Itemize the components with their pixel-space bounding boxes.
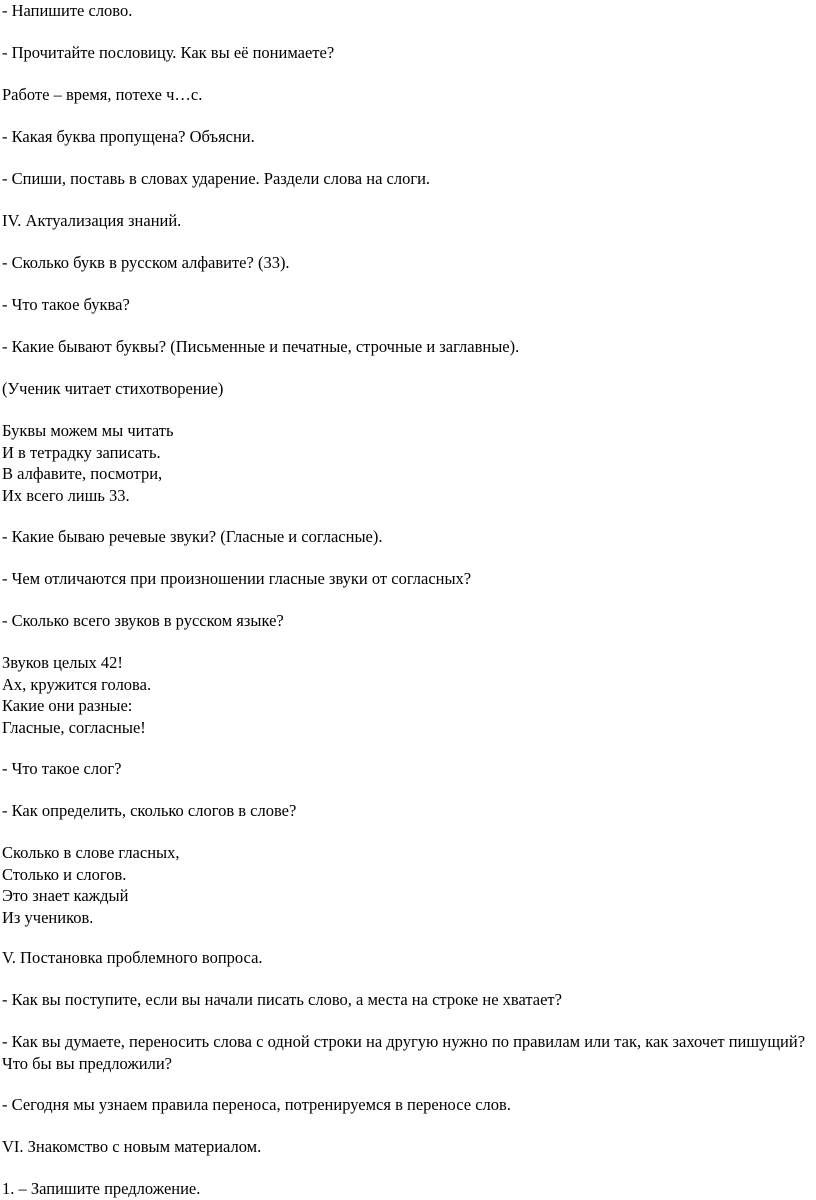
section-heading-v <box>2 947 808 969</box>
text-line: - Сегодня мы узнаем правила переноса, потренируемся в переносе слов. <box>2 1095 511 1114</box>
text-line: - Напишите слово. <box>2 1 133 20</box>
poem-line: Их всего лишь 33. <box>2 485 130 505</box>
text-line: 1. – Запишите предложение. <box>2 1179 201 1198</box>
poem-line: Сколько в слове гласных, <box>2 843 180 862</box>
text-line: - Что такое слог? <box>2 759 122 778</box>
poem-line: Какие они разные: <box>2 696 133 715</box>
poem-line: Буквы можем мы читать <box>2 421 174 440</box>
text-line: - Прочитайте пословицу. Как вы её понимаете? <box>2 43 335 62</box>
poem-line: Из учеников. <box>2 907 94 927</box>
section-heading-vi <box>2 1136 808 1158</box>
text-line: - Чем отличаются при произношении гласные звуки от согласных? <box>2 569 472 588</box>
paragraph-what-is-letter <box>2 294 808 316</box>
paragraph-read-proverb <box>2 42 808 64</box>
text-line: - Сколько всего звуков в русском языке? <box>2 611 284 630</box>
paragraph-today-learn <box>2 1094 808 1116</box>
text-line: - Какие бывают буквы? (Письменные и печатные, строчные и заглавные). <box>2 337 520 356</box>
section-heading-iv <box>2 210 808 232</box>
text-line: Работе – время, потехе ч…с. <box>2 85 203 104</box>
poem-letters <box>2 420 808 506</box>
poem-line: Гласные, согласные! <box>2 717 146 737</box>
paragraph-letter-types <box>2 336 808 358</box>
paragraph-transfer-rules-question <box>2 1031 808 1074</box>
paragraph-write-sentence <box>2 1157 808 1198</box>
poem-line: И в тетрадку записать. <box>2 442 161 462</box>
paragraph-sounds-count <box>2 610 808 632</box>
paragraph-what-is-syllable <box>2 758 808 780</box>
text-line: - Что такое буква? <box>2 295 130 314</box>
poem-sounds <box>2 652 808 738</box>
paragraph-student-reads <box>2 378 808 400</box>
text-line: - Как вы думаете, переносить слова с одной строки на другую нужно по правилам или так, как захочет пишущий? Что бы вы предложили? <box>2 1032 806 1073</box>
paragraph-speech-sounds <box>2 526 808 548</box>
poem-syllables <box>2 842 808 928</box>
text-line: IV. Актуализация знаний. <box>2 211 182 230</box>
paragraph-no-space <box>2 989 808 1011</box>
paragraph-write-word <box>2 0 808 22</box>
paragraph-letters-count <box>2 252 808 274</box>
text-line: - Какие бываю речевые звуки? (Гласные и согласные). <box>2 527 383 546</box>
poem-line: Ах, кружится голова. <box>2 674 152 694</box>
text-line: - Какая буква пропущена? Объясни. <box>2 127 255 146</box>
paragraph-vowels-consonants-difference <box>2 568 808 590</box>
text-line: VI. Знакомство с новым материалом. <box>2 1137 262 1156</box>
paragraph-copy-stress <box>2 168 808 190</box>
text-line: - Спиши, поставь в словах ударение. Раздели слова на слоги. <box>2 169 431 188</box>
paragraph-proverb <box>2 84 808 106</box>
paragraph-count-syllables <box>2 800 808 822</box>
poem-line: Это знает каждый <box>2 886 129 905</box>
poem-line: В алфавите, посмотри, <box>2 464 163 483</box>
text-line: - Сколько букв в русском алфавите? (33). <box>2 253 290 272</box>
text-line: (Ученик читает стихотворение) <box>2 379 224 398</box>
paragraph-missing-letter <box>2 126 808 148</box>
poem-line: Столько и слогов. <box>2 864 127 884</box>
poem-line: Звуков целых 42! <box>2 653 123 672</box>
text-line: - Как вы поступите, если вы начали писать слово, а места на строке не хватает? <box>2 990 562 1009</box>
text-line: - Как определить, сколько слогов в слове? <box>2 801 297 820</box>
text-line: V. Постановка проблемного вопроса. <box>2 948 263 967</box>
